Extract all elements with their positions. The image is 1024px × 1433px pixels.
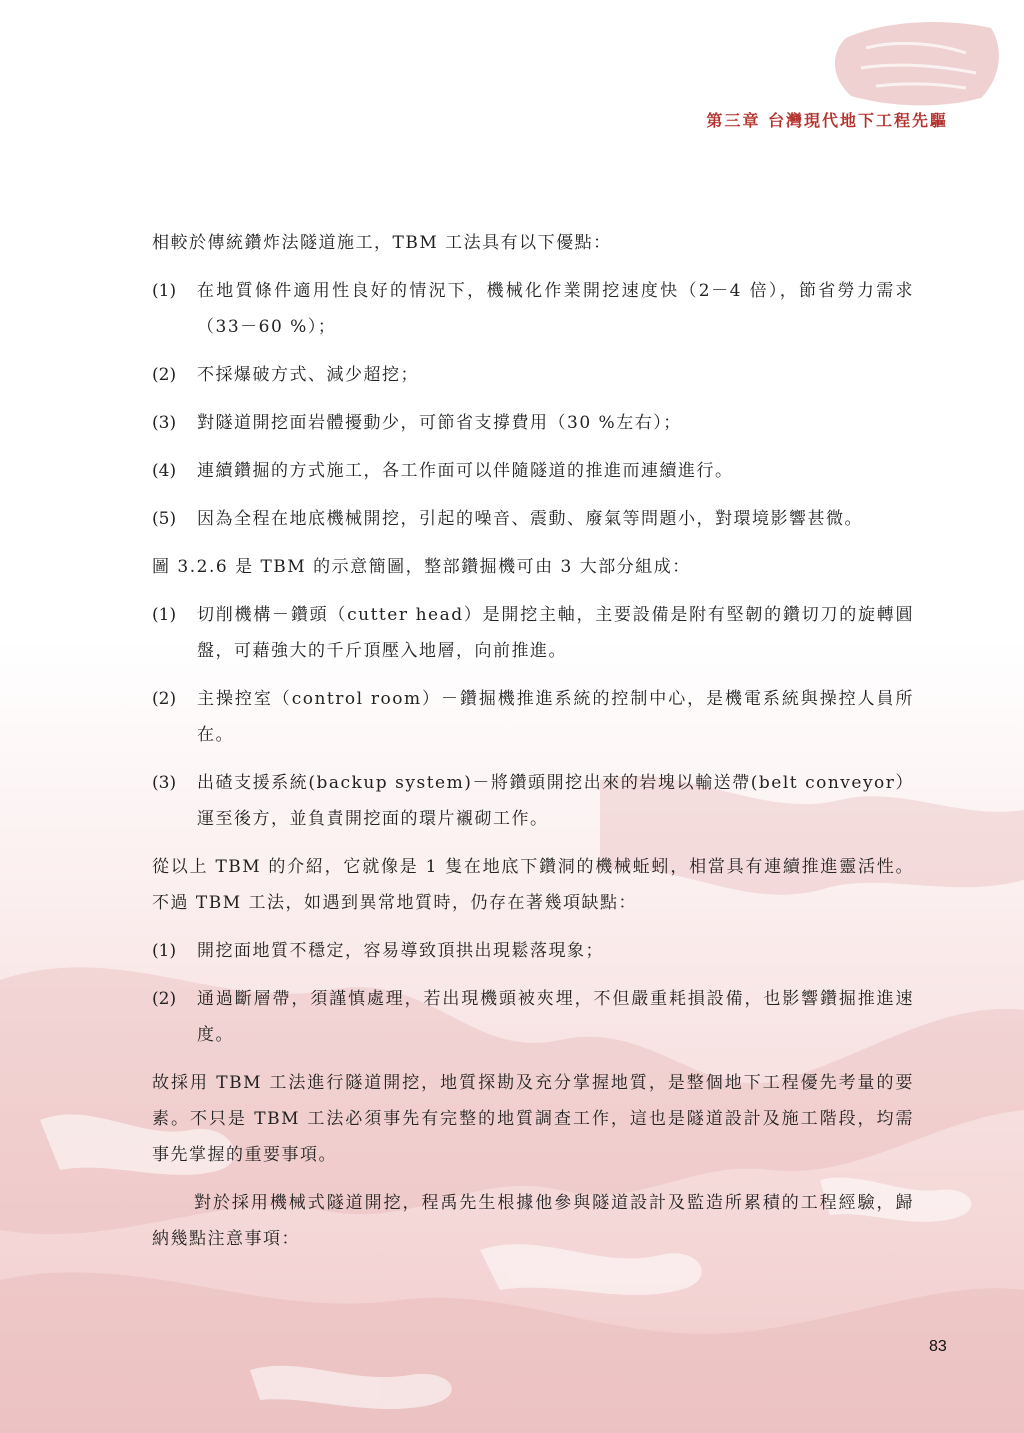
summary-paragraph: 從以上 TBM 的介紹，它就像是 1 隻在地底下鑽洞的機械蚯蚓，相當具有連續推進靈活性。不過 TBM 工法，如遇到異常地質時，仍存在著幾項缺點：: [152, 857, 914, 913]
list-item: [152, 681, 914, 753]
conclusion-paragraph: 故採用 TBM 工法進行隧道開挖，地質探勘及充分掌握地質，是整個地下工程優先考量的要素。不只是 TBM 工法必須事先有完整的地質調查工作，這也是隧道設計及施工階段，均需事先掌握的重要事項。: [152, 1073, 914, 1165]
closing-paragraph: 對於採用機械式隧道開挖，程禹先生根據他參與隧道設計及監造所累積的工程經驗，歸納幾點注意事項：: [152, 1193, 914, 1249]
list-item: [152, 453, 914, 489]
list-item-number: (1): [152, 605, 177, 625]
list-item-text: 通過斷層帶，須謹慎處理，若出現機頭被夾埋，不但嚴重耗損設備，也影響鑽掘推進速度。: [197, 989, 914, 1045]
list-item-text: 開挖面地質不穩定，容易導致頂拱出現鬆落現象；: [197, 941, 604, 961]
intro-paragraph: 相較於傳統鑽炸法隧道施工，TBM 工法具有以下優點：: [152, 233, 612, 253]
list-item-text: 切削機構－鑽頭（cutter head）是開挖主軸，主要設備是附有堅韌的鑽切刀的旋轉圓盤，可藉強大的千斤頂壓入地層，向前推進。: [197, 605, 914, 661]
list-item-number: (1): [152, 941, 177, 961]
list-item-number: (3): [152, 773, 177, 793]
list-item-text: 主操控室（control room）－鑽掘機推進系統的控制中心，是機電系統與操控人員所在。: [197, 689, 914, 745]
list-item: [152, 357, 914, 393]
list-item-text: 不採爆破方式、減少超挖；: [197, 365, 419, 385]
list-item-number: (5): [152, 509, 177, 529]
list-item: [152, 933, 914, 969]
chapter-header: 第三章 台灣現代地下工程先驅: [706, 111, 948, 130]
figure-intro-paragraph: 圖 3.2.6 是 TBM 的示意簡圖，整部鑽掘機可由 3 大部分組成：: [152, 557, 691, 577]
list-item-text: 因為全程在地底機械開挖，引起的噪音、震動、廢氣等問題小，對環境影響甚微。: [197, 509, 863, 529]
page-content: [152, 225, 914, 1257]
list-item-text: 在地質條件適用性良好的情況下，機械化作業開挖速度快（2－4 倍），節省勞力需求（33－60 %）；: [197, 281, 914, 337]
list-item-number: (2): [152, 989, 177, 1009]
list-item-number: (1): [152, 281, 177, 301]
list-item: [152, 597, 914, 669]
list-item: [152, 981, 914, 1053]
list-item-text: 連續鑽掘的方式施工，各工作面可以伴隨隧道的推進而連續進行。: [197, 461, 734, 481]
list-item: [152, 273, 914, 345]
list-item-number: (2): [152, 689, 177, 709]
list-item: [152, 501, 914, 537]
list-item-number: (3): [152, 413, 177, 433]
list-item: [152, 405, 914, 441]
list-item-number: (4): [152, 461, 177, 481]
corner-stamp-decoration: [816, 18, 1006, 108]
list-item: [152, 765, 914, 837]
list-item-number: (2): [152, 365, 177, 385]
list-item-text: 出碴支援系統(backup system)－將鑽頭開挖出來的岩塊以輸送帶(belt conveyor）運至後方，並負責開挖面的環片襯砌工作。: [197, 773, 914, 829]
page-number: 83: [929, 1338, 947, 1355]
list-item-text: 對隧道開挖面岩體擾動少，可節省支撐費用（30 %左右）；: [197, 413, 682, 433]
